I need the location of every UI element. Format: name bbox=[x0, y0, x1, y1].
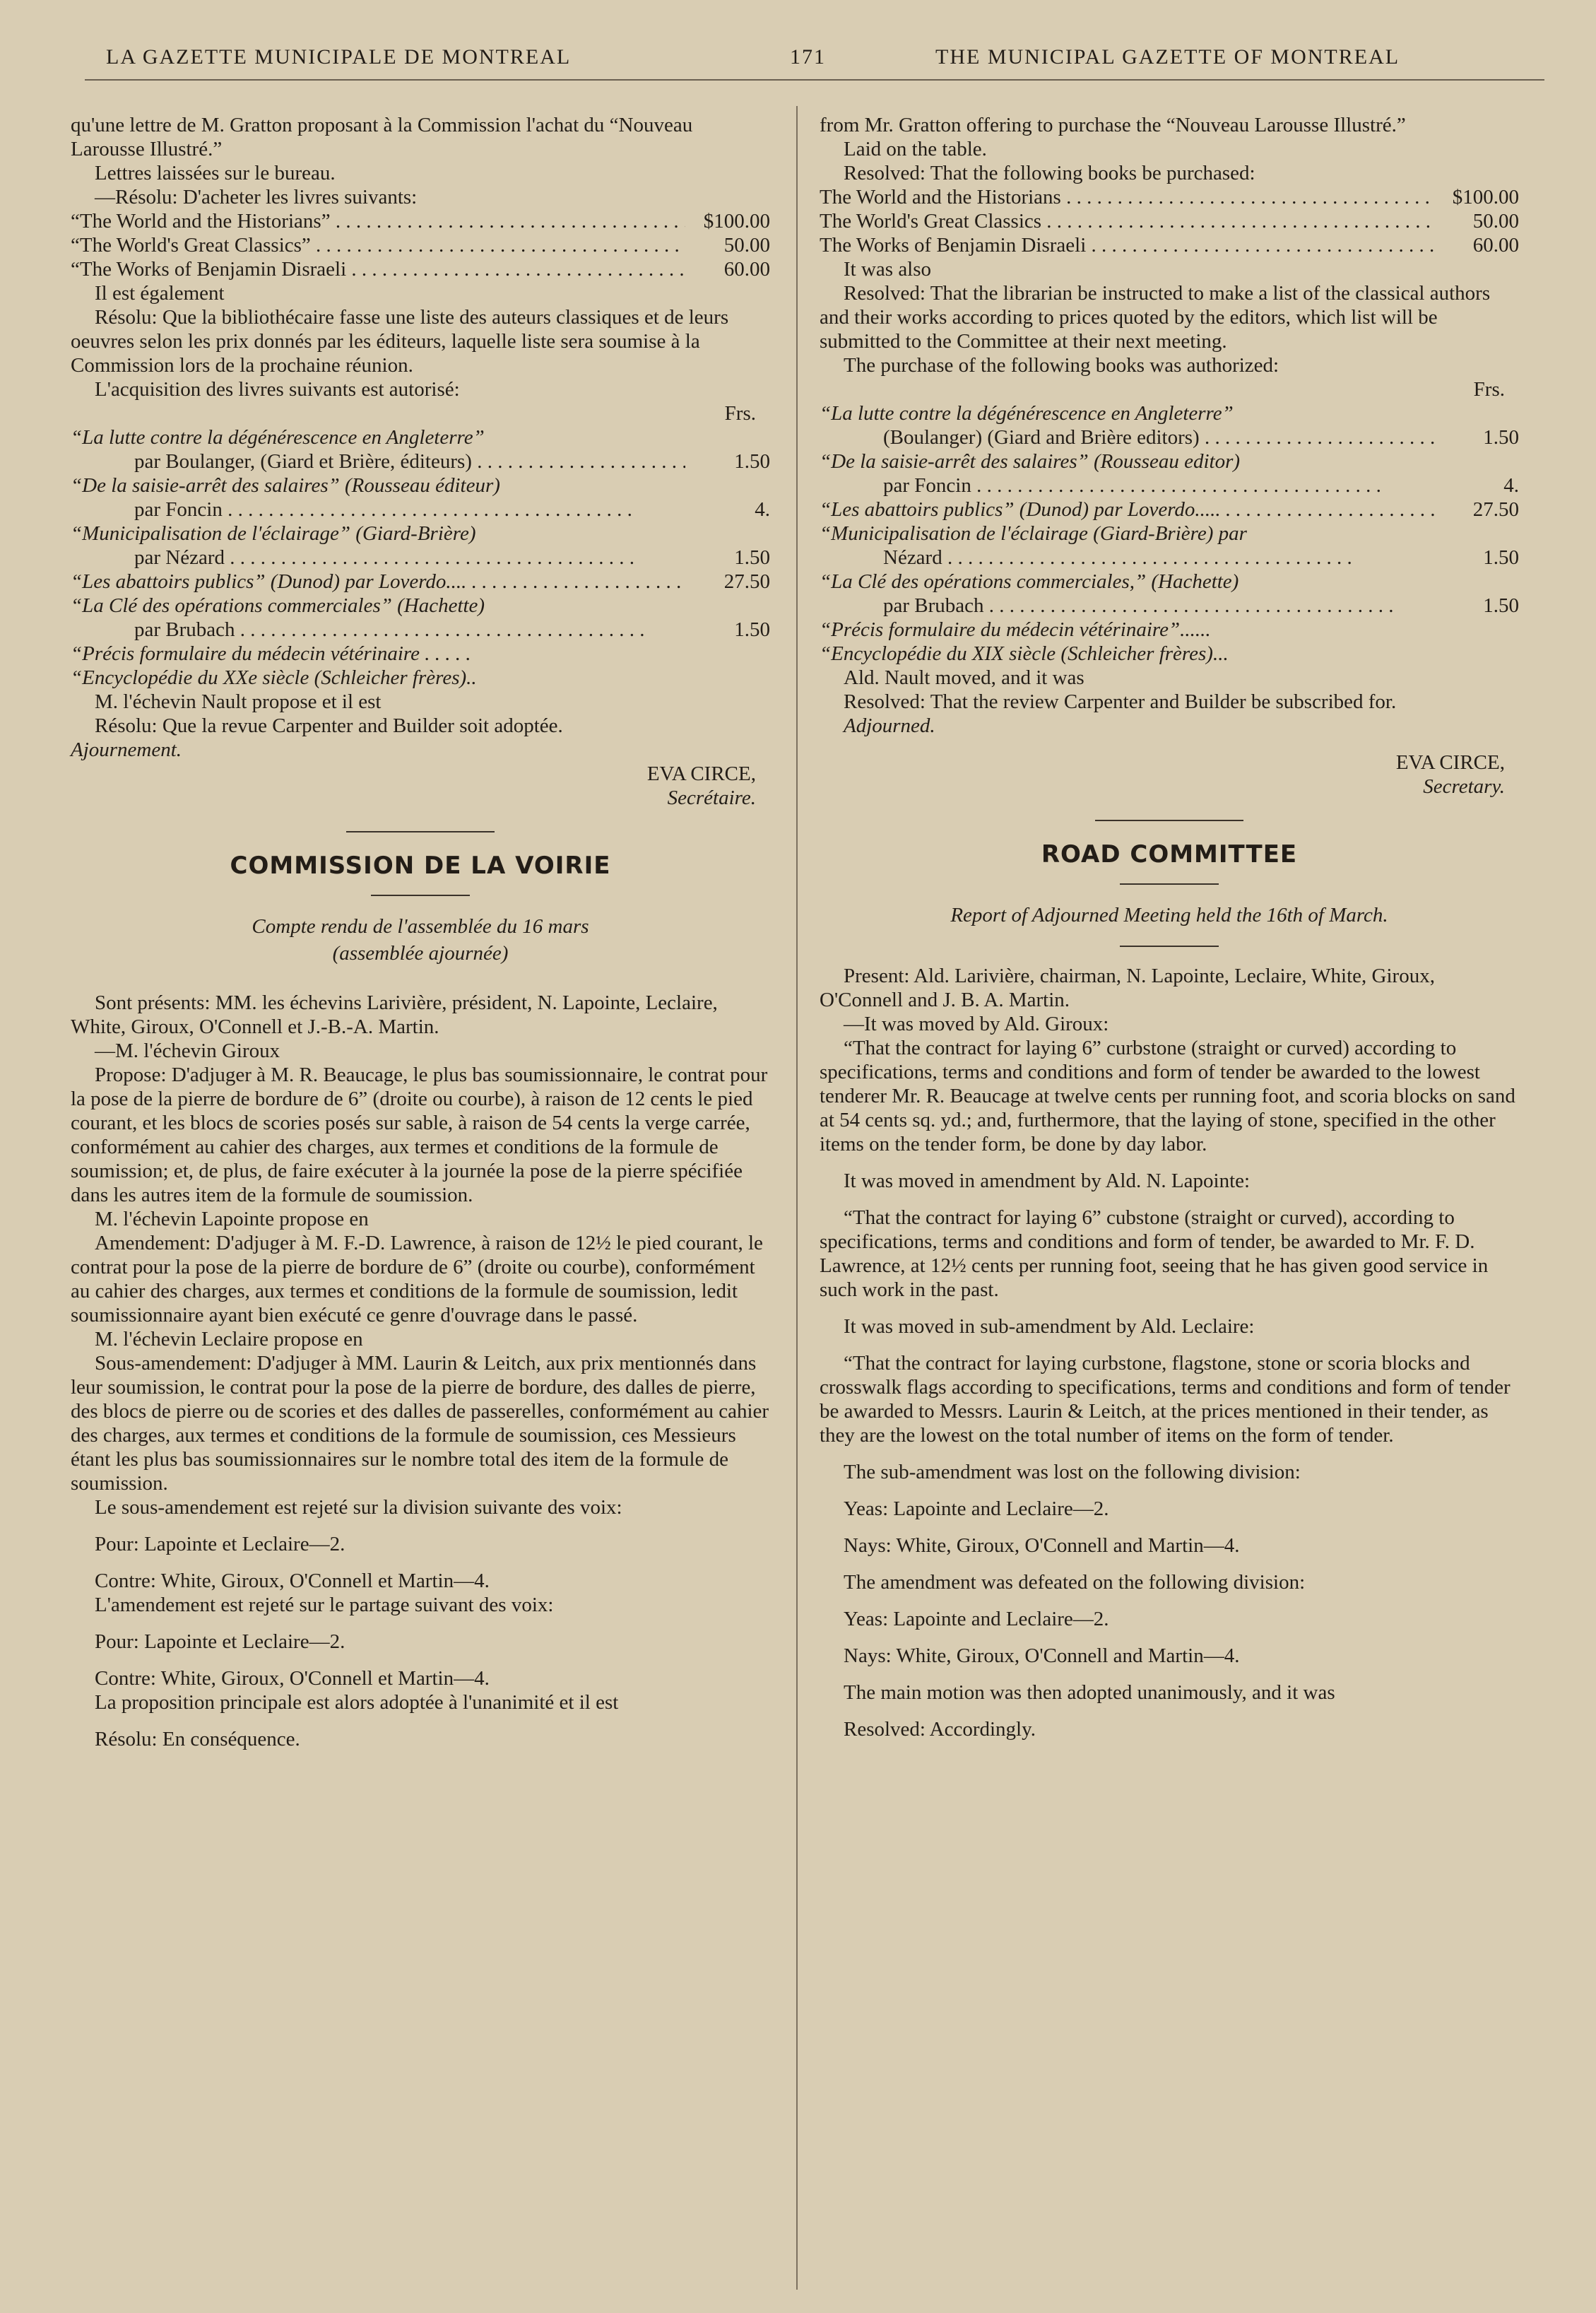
vote-line: Yeas: Lapointe and Leclaire—2. bbox=[844, 1497, 1109, 1520]
paragraph: Propose: D'adjuger à M. R. Beaucage, le plus bas soumissionnaire, le contrat pour la pose de la pierre de bordure de 6” (droite ou courbe), à raison de 12 cents le pied courant, et les blocs de scories posés sur sable, à raison de 54 cents la verge carrée, conformément au cahier des charges, aux termes et conditions de la formule de soumission; et, de plus, de faire exécuter à la journée la pose de la pierre spécifiée dans les autres item de la formule de soumission. bbox=[71, 1064, 768, 1206]
paragraph: Résolu: En conséquence. bbox=[95, 1728, 300, 1750]
book-price: $100.00 bbox=[703, 210, 770, 233]
signature-role: Secrétaire. bbox=[667, 787, 756, 809]
paragraph: from Mr. Gratton offering to purchase the “Nouveau Larousse Illustré.” bbox=[820, 114, 1406, 136]
vote-line: Contre: White, Giroux, O'Connell et Martin—4. bbox=[95, 1570, 490, 1592]
purchase-detail: par Brubach . . . bbox=[883, 594, 1434, 618]
purchase-detail: par Boulanger, (Giard et Brière, éditeurs) . . . bbox=[134, 449, 685, 473]
purchase-title: “La lutte contre la dégénérescence en Angleterre” bbox=[71, 426, 485, 449]
vote-line: Pour: Lapointe et Leclaire—2. bbox=[95, 1533, 345, 1555]
book-title: The World and the Historians . . . bbox=[820, 185, 1434, 209]
running-header-french: LA GAZETTE MUNICIPALE DE MONTREAL bbox=[106, 45, 572, 69]
book-title: The World's Great Classics . . . bbox=[820, 209, 1434, 233]
book-row bbox=[820, 233, 1519, 257]
purchase-price: 1.50 bbox=[734, 546, 770, 569]
paragraph: Amendement: D'adjuger à M. F.-D. Lawrence, à raison de 12½ le pied courant, le contrat pour la pose de la pierre de bordure de 6” (droite ou courbe), conformément au cahier des charges, aux termes et conditions de la formule de soumission, ledit soumissionnaire ayant bien exécuté ce genre d'ouvrage dans le passé. bbox=[71, 1232, 763, 1326]
book-price: 50.00 bbox=[1472, 210, 1519, 233]
purchase-price: 4. bbox=[755, 498, 770, 521]
book-price: 50.00 bbox=[723, 234, 770, 257]
paragraph: M. l'échevin Leclaire propose en bbox=[95, 1328, 363, 1350]
purchase-detail: par Foncin . . . bbox=[883, 473, 1434, 498]
purchase-title: “Les abattoirs publics” (Dunod) par Loverdo.... . . . bbox=[71, 570, 685, 594]
purchase-detail: par Brubach . . . bbox=[134, 618, 685, 642]
paragraph: The amendment was defeated on the following division: bbox=[844, 1571, 1306, 1594]
section-title: COMMISSION DE LA VOIRIE bbox=[230, 852, 611, 880]
paragraph: —Résolu: D'acheter les livres suivants: bbox=[95, 186, 418, 208]
book-row bbox=[71, 209, 770, 233]
book-price: 60.00 bbox=[723, 258, 770, 281]
book-title: “The Works of Benjamin Disraeli . . . bbox=[71, 257, 685, 281]
purchase-row bbox=[71, 618, 770, 642]
purchase-title: “Précis formulaire du médecin vétérinaire . . . . . bbox=[71, 642, 471, 665]
vote-line: Contre: White, Giroux, O'Connell et Martin—4. bbox=[95, 1667, 490, 1690]
paragraph: Lettres laissées sur le bureau. bbox=[95, 162, 336, 184]
purchase-row bbox=[820, 498, 1519, 522]
signature-name: EVA CIRCE, bbox=[1395, 751, 1505, 774]
purchase-title: “La Clé des opérations commerciales,” (Hachette) bbox=[820, 570, 1239, 593]
purchase-row bbox=[71, 449, 770, 473]
purchase-price: 27.50 bbox=[723, 570, 770, 593]
paragraph: La proposition principale est alors adoptée à l'unanimité et il est bbox=[95, 1691, 619, 1714]
book-price: 60.00 bbox=[1472, 234, 1519, 257]
purchase-row bbox=[820, 425, 1519, 449]
header-rule bbox=[85, 79, 1544, 81]
book-price: $100.00 bbox=[1452, 186, 1519, 208]
purchase-detail: par Nézard . . . bbox=[134, 546, 685, 570]
purchase-price: 1.50 bbox=[1483, 546, 1519, 569]
paragraph: It was moved in sub-amendment by Ald. Leclaire: bbox=[844, 1315, 1255, 1338]
section-rule bbox=[1120, 883, 1219, 885]
paragraph: Laid on the table. bbox=[844, 138, 987, 160]
paragraph: L'amendement est rejeté sur le partage suivant des voix: bbox=[95, 1594, 554, 1616]
page-number: 171 bbox=[790, 45, 826, 69]
paragraph: Present: Ald. Larivière, chairman, N. Lapointe, Leclaire, White, Giroux, O'Connell and J. B. A. Martin. bbox=[820, 965, 1435, 1011]
signature-name: EVA CIRCE, bbox=[646, 763, 756, 785]
column-divider bbox=[796, 106, 798, 2290]
paragraph: The main motion was then adopted unanimously, and it was bbox=[844, 1681, 1335, 1704]
purchase-row bbox=[820, 546, 1519, 570]
section-title: ROAD COMMITTEE bbox=[1041, 840, 1298, 869]
paragraph: Le sous-amendement est rejeté sur la division suivante des voix: bbox=[95, 1496, 622, 1519]
purchase-title: “De la saisie-arrêt des salaires” (Rousseau editor) bbox=[820, 450, 1241, 473]
purchase-price: 1.50 bbox=[1483, 594, 1519, 617]
paragraph: Ald. Nault moved, and it was bbox=[844, 666, 1084, 689]
purchase-price: 4. bbox=[1503, 474, 1519, 497]
purchase-row bbox=[71, 570, 770, 594]
purchase-price: 27.50 bbox=[1472, 498, 1519, 521]
french-column bbox=[71, 113, 770, 1751]
book-title: The Works of Benjamin Disraeli . . . bbox=[820, 233, 1434, 257]
purchase-title: “Encyclopédie du XIX siècle (Schleicher frères)... bbox=[820, 642, 1229, 665]
purchase-detail: (Boulanger) (Giard and Brière editors) . . . . . . bbox=[883, 425, 1434, 449]
currency-label: Frs. bbox=[724, 402, 756, 425]
paragraph: Resolved: Accordingly. bbox=[844, 1718, 1036, 1741]
section-subtitle: Report of Adjourned Meeting held the 16th of March. bbox=[950, 904, 1388, 926]
purchase-title: “La lutte contre la dégénérescence en Angleterre” bbox=[820, 402, 1234, 425]
paragraph: “That the contract for laying curbstone, flagstone, stone or scoria blocks and crosswalk flags according to specifications, terms and conditions and form of tender be awarded to Messrs. Laurin & Leitch, at the prices mentioned in their tender, as they are the lowest on the total number of items on the form of tender. bbox=[820, 1352, 1511, 1447]
purchase-title: “Les abattoirs publics” (Dunod) par Loverdo..... . . . bbox=[820, 498, 1434, 522]
section-rule bbox=[371, 895, 470, 896]
vote-line: Nays: White, Giroux, O'Connell and Martin—4. bbox=[844, 1534, 1240, 1557]
vote-line: Nays: White, Giroux, O'Connell and Martin—4. bbox=[844, 1644, 1240, 1667]
signature-role: Secretary. bbox=[1423, 775, 1505, 798]
purchase-detail: par Foncin . . . bbox=[134, 498, 685, 522]
purchase-row bbox=[820, 473, 1519, 498]
paragraph: It was also bbox=[844, 258, 932, 281]
paragraph: The purchase of the following books was authorized: bbox=[844, 354, 1279, 377]
book-row bbox=[820, 209, 1519, 233]
purchase-price: 1.50 bbox=[734, 450, 770, 473]
purchase-title: “Municipalisation de l'éclairage” (Giard-Brière) bbox=[71, 522, 476, 545]
purchase-price: 1.50 bbox=[1483, 426, 1519, 449]
paragraph: —M. l'échevin Giroux bbox=[95, 1040, 280, 1062]
english-column bbox=[820, 113, 1519, 1741]
paragraph: M. l'échevin Lapointe propose en bbox=[95, 1208, 369, 1230]
purchase-row bbox=[71, 546, 770, 570]
paragraph: Sous-amendement: D'adjuger à MM. Laurin & Leitch, aux prix mentionnés dans leur soumission, le contrat pour la pose de la pierre de bordure, des dalles de pierre, des blocs de pierre ou de scories et des dalles de passerelles, conformément au cahier des charges, aux termes et conditions de la formule de soumission, ces Messieurs étant les plus bas soumissionnaires sur le nombre total des item de la formule de soumission. bbox=[71, 1352, 769, 1495]
purchase-title: “Municipalisation de l'éclairage (Giard-Brière) par bbox=[820, 522, 1247, 545]
section-subtitle: Compte rendu de l'assemblée du 16 mars bbox=[252, 915, 589, 938]
book-title: “The World's Great Classics” . . . bbox=[71, 233, 685, 257]
paragraph: Ajournement. bbox=[71, 738, 182, 761]
purchase-title: “Précis formulaire du médecin vétérinaire”...... bbox=[820, 618, 1211, 641]
section-rule bbox=[1120, 946, 1219, 947]
vote-line: Yeas: Lapointe and Leclaire—2. bbox=[844, 1608, 1109, 1630]
paragraph: M. l'échevin Nault propose et il est bbox=[95, 690, 382, 713]
purchase-title: “La Clé des opérations commerciales” (Hachette) bbox=[71, 594, 485, 617]
purchase-detail: Nézard . . . bbox=[883, 546, 1434, 570]
section-subtitle: (assemblée ajournée) bbox=[332, 942, 509, 965]
book-title: “The World and the Historians” . . . bbox=[71, 209, 685, 233]
paragraph: It was moved in amendment by Ald. N. Lapointe: bbox=[844, 1170, 1251, 1192]
section-rule bbox=[346, 831, 495, 832]
paragraph: Résolu: Que la revue Carpenter and Builder soit adoptée. bbox=[95, 714, 563, 737]
purchase-row bbox=[71, 498, 770, 522]
paragraph: “That the contract for laying 6” curbstone (straight or curved) according to specifications, terms and conditions and form of tender be awarded to the lowest tenderer Mr. R. Beaucage at twelve cents per running foot, and scoria blocks on sand at 54 cents sq. yd.; and, furthermore, that the laying of stone, specified in the other items on the tender form, be done by day labor. bbox=[820, 1037, 1515, 1155]
paragraph: Resolved: That the librarian be instructed to make a list of the classical authors and their works according to prices quoted by the editors, which list will be submitted to the Committee at their next meeting. bbox=[820, 282, 1491, 353]
paragraph: L'acquisition des livres suivants est autorisé: bbox=[95, 378, 460, 401]
paragraph: The sub-amendment was lost on the following division: bbox=[844, 1461, 1301, 1483]
paragraph: Il est également bbox=[95, 282, 225, 305]
purchase-price: 1.50 bbox=[734, 618, 770, 641]
book-row bbox=[71, 233, 770, 257]
paragraph: Adjourned. bbox=[844, 714, 935, 737]
paragraph: qu'une lettre de M. Gratton proposant à la Commission l'achat du “Nouveau Larousse Illustré.” bbox=[71, 114, 693, 160]
purchase-title: “De la saisie-arrêt des salaires” (Rousseau éditeur) bbox=[71, 474, 500, 497]
paragraph: “That the contract for laying 6” cubstone (straight or curved), according to specifications, terms and conditions and form of tender, be awarded to Mr. F. D. Lawrence, at 12½ cents per running foot, seeing that he has given good service in such work in the past. bbox=[820, 1206, 1489, 1301]
paragraph: Resolved: That the following books be purchased: bbox=[844, 162, 1255, 184]
purchase-title: “Encyclopédie du XXe siècle (Schleicher frères).. bbox=[71, 666, 477, 689]
paragraph: Résolu: Que la bibliothécaire fasse une liste des auteurs classiques et de leurs oeuvres selon les prix donnés par les éditeurs, laquelle liste sera soumise à la Commission lors de la prochaine réunion. bbox=[71, 306, 729, 377]
running-header-english: THE MUNICIPAL GAZETTE OF MONTREAL bbox=[935, 45, 1400, 69]
paragraph: Sont présents: MM. les échevins Larivière, président, N. Lapointe, Leclaire, White, Giroux, O'Connell et J.-B.-A. Martin. bbox=[71, 991, 718, 1038]
currency-label: Frs. bbox=[1473, 378, 1505, 401]
paragraph: Resolved: That the review Carpenter and Builder be subscribed for. bbox=[844, 690, 1397, 713]
book-row bbox=[71, 257, 770, 281]
purchase-row bbox=[820, 594, 1519, 618]
book-row bbox=[820, 185, 1519, 209]
section-rule bbox=[1095, 820, 1243, 821]
paragraph: —It was moved by Ald. Giroux: bbox=[844, 1013, 1109, 1035]
vote-line: Pour: Lapointe et Leclaire—2. bbox=[95, 1630, 345, 1653]
